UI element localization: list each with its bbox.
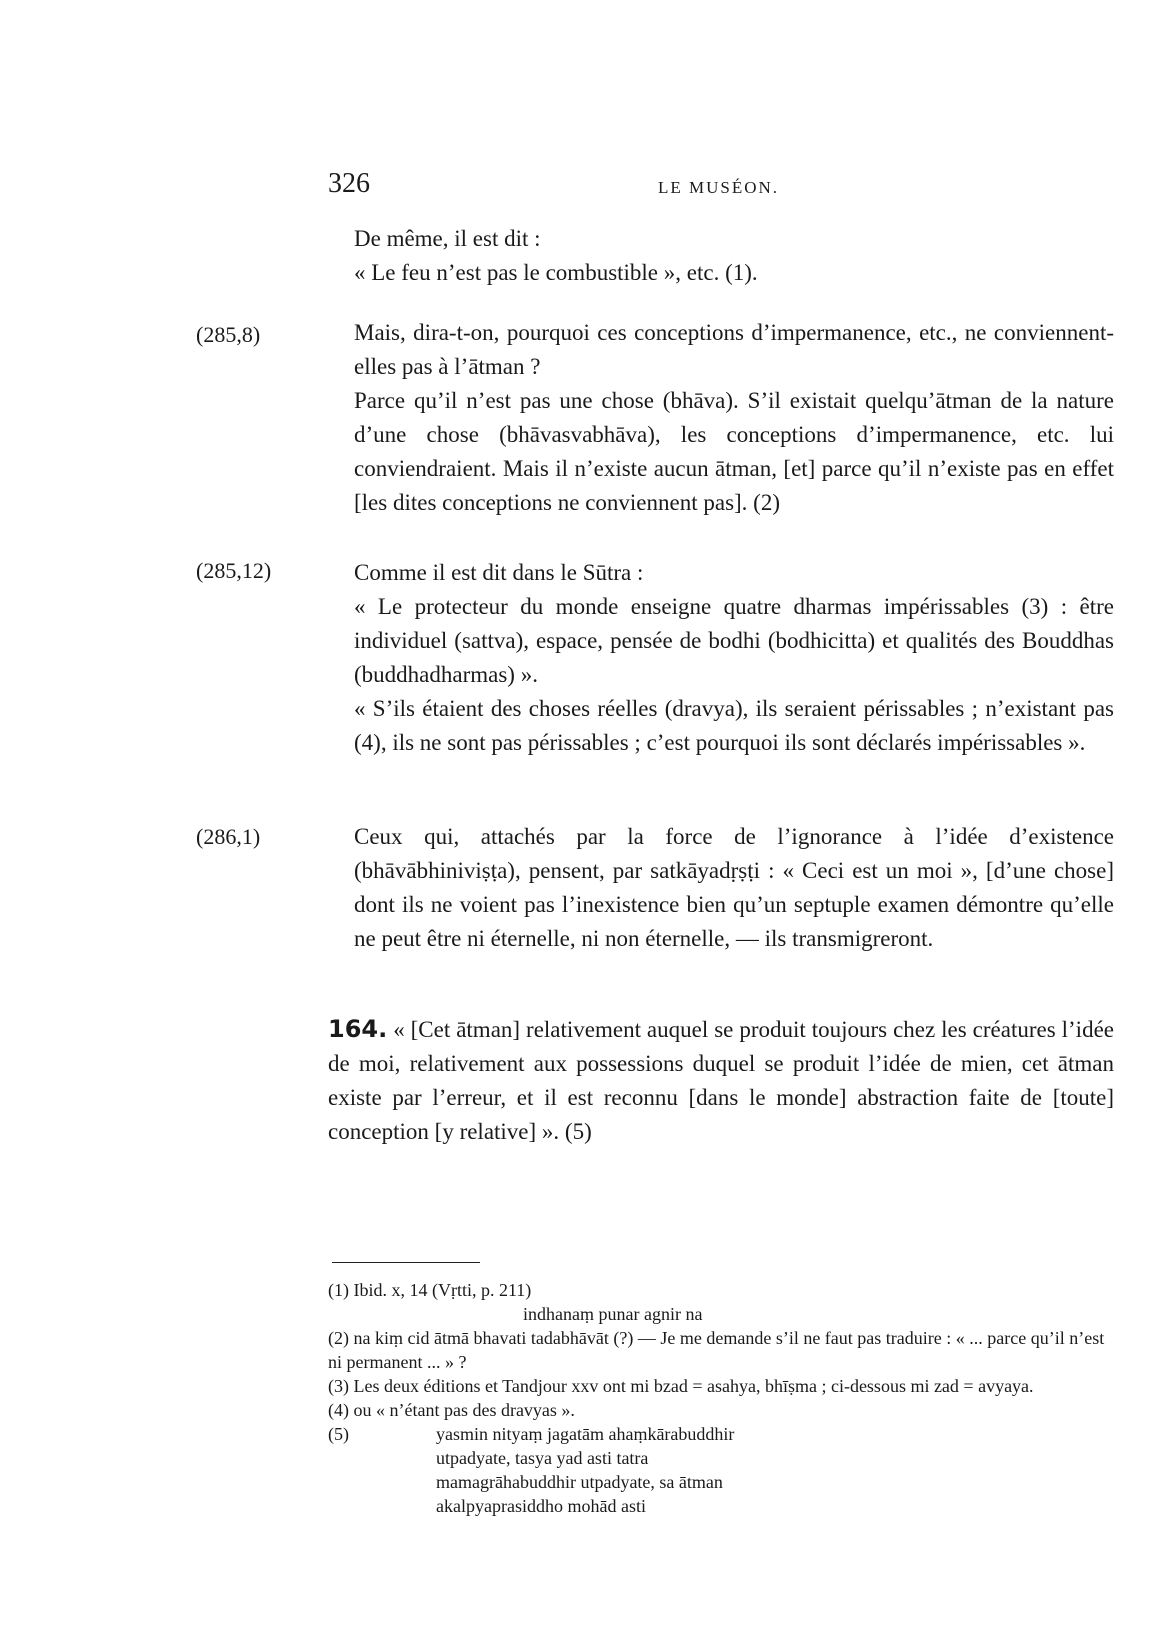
stanza-text-wrap [328,1012,1114,1149]
footnote-5-line: yasmin nityaṃ jagatām ahaṃkārabuddhir [436,1424,735,1444]
paragraph-1-answer: Parce qu’il n’est pas une chose (bhāva). S’il existait quelqu’ātman de la nature d’une chose (bhāvasvabhāva), les conceptions d’impermanence, etc. lui conviendraient. Mais il n’existe aucun ātman, [et] parce qu’il n’existe pas en effet [les dites conceptions ne conviennent pas]. (2) [354,388,1114,515]
paragraph-2-quote-2: « S’ils étaient des choses réelles (dravya), ils seraient périssables ; n’existant pas (4), ils ne sont pas périssables ; c’est pourquoi ils sont déclarés impérissables ». [354,696,1114,755]
footnote-5 [328,1422,1118,1518]
footnote-5-number: (5) [328,1424,349,1444]
running-title: LE MUSÉON. [658,178,780,197]
footnote-5-line: akalpyaprasiddho mohād asti [436,1496,646,1516]
intro-line-2: « Le feu n’est pas le combustible », etc. (1). [354,260,758,285]
footnote-4: (4) ou « n’étant pas des dravyas ». [328,1400,575,1420]
paragraph-2-intro: Comme il est dit dans le Sūtra : [354,560,644,585]
page-header [328,168,1128,208]
footnote-5-verse [328,1422,1118,1518]
paragraph-2 [354,556,1114,760]
margin-ref-285-8: (285,8) [196,322,261,347]
stanza-164 [328,1012,1114,1149]
paragraph-3-text: Ceux qui, attachés par la force de l’ignorance à l’idée d’existence (bhāvābhiniviṣṭa), pensent, par satkāyadṛṣṭi : « Ceci est un moi », [d’une chose] dont ils ne voient pas l’inexistence bien qu’un septuple examen démontre qu’elle ne peut être ni éternelle, ni non éternelle, — ils transmigreront. [354,824,1114,951]
paragraph-3 [354,820,1114,956]
paragraph-1 [354,316,1114,520]
paragraph-2-quote-1: « Le protecteur du monde enseigne quatre dharmas impérissables (3) : être individuel (sattva), espace, pensée de bodhi (bodhicitta) et qualités des Bouddhas (buddhadharmas) ». [354,594,1114,687]
intro-line-1: De même, il est dit : [354,226,541,251]
footnotes [328,1278,1118,1518]
stanza-text: « [Cet ātman] relativement auquel se produit toujours chez les créatures l’idée de moi, relativement aux possessions duquel se produit l’idée de mien, cet ātman existe par l’erreur, et il est reconnu [dans le monde] abstraction faite de [toute] conception [y relative] ». (5) [328,1017,1114,1144]
intro-block [354,222,1114,290]
margin-ref-285-12: (285,12) [196,558,272,583]
page-number: 326 [328,168,370,199]
footnote-5-line: mamagrāhabuddhir utpadyate, sa ātman [436,1472,723,1492]
footnote-2: (2) na kiṃ cid ātmā bhavati tadabhāvāt (?) — Je me demande s’il ne faut pas traduire : « ... parce qu’il n’est ni permanent ... » ? [328,1328,1105,1372]
margin-ref-286-1: (286,1) [196,824,261,849]
footnote-1-verse: indhanaṃ punar agnir na [523,1304,703,1324]
footnote-divider [332,1262,480,1263]
footnote-3: (3) Les deux éditions et Tandjour xxv ont mi bzad = asahya, bhīṣma ; ci-dessous mi zad = avyaya. [328,1376,1034,1396]
stanza-number: 164. [328,1015,388,1043]
footnote-5-line: utpadyate, tasya yad asti tatra [436,1448,649,1468]
footnote-1: (1) Ibid. x, 14 (Vṛtti, p. 211) [328,1280,532,1300]
paragraph-1-question: Mais, dira-t-on, pourquoi ces conceptions d’impermanence, etc., ne conviennent-elles pas à l’ātman ? [354,320,1114,379]
